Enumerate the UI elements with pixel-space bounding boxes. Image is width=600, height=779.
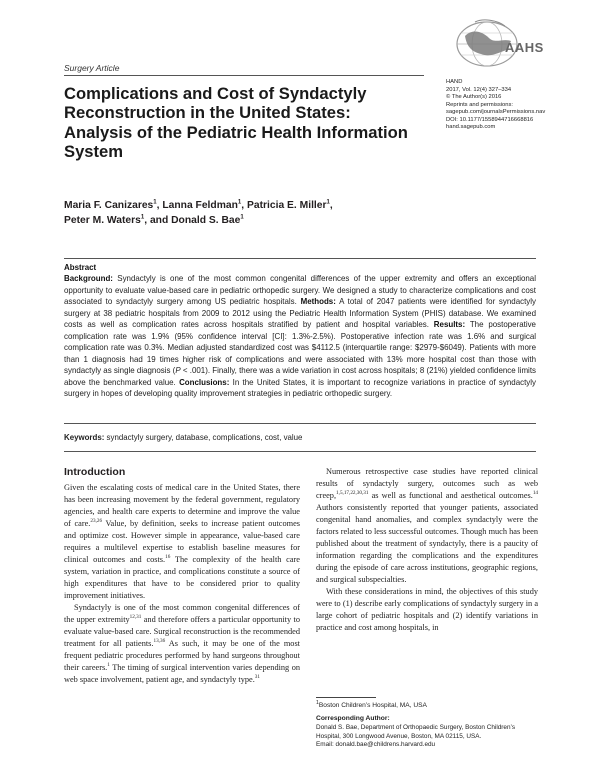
aahs-logo bbox=[445, 14, 565, 76]
citation[interactable]: 16 bbox=[165, 554, 171, 561]
paragraph bbox=[64, 482, 300, 602]
body-column-left bbox=[64, 482, 300, 686]
affiliation-text: Boston Children’s Hospital, MA, USA bbox=[318, 702, 427, 709]
article-title: Complications and Cost of Syndactyly Reconstruction in the United States: Analysis of the Pediatric Health Information System bbox=[64, 84, 408, 162]
text: The complexity of the health care system, variation in practice, and complications constitute a source of high expenditures that have to be considered prior to quality improvement initiatives. bbox=[64, 555, 300, 600]
text: Numerous retrospective case studies have reported clinical results of syndactyly surgery, outcomes such as web creep, bbox=[316, 467, 538, 500]
abstract-heading: Abstract bbox=[64, 263, 97, 272]
corresponding-email[interactable]: Email: donald.bae@childrens.harvard.edu bbox=[316, 741, 436, 749]
corresponding-author bbox=[316, 715, 538, 750]
corresponding-heading: Corresponding Author: bbox=[316, 715, 390, 722]
citation[interactable]: 23,26 bbox=[90, 518, 103, 525]
citation[interactable]: 31 bbox=[254, 674, 260, 681]
author-affiliation-marker: 1 bbox=[140, 214, 145, 221]
keywords bbox=[64, 433, 536, 442]
methods-text: A total of 2047 patients were identified for syndactyly surgery at 38 pediatric hospitals from 2009 to 2012 using the Pediatric Health Information System (PHIS) database. We examined costs as well as complication rates across hospitals stratified by patient and hospital variables. bbox=[64, 297, 536, 330]
author-name: Donald S. Bae bbox=[171, 215, 241, 226]
citation[interactable]: 14 bbox=[532, 490, 538, 497]
text: as well as functional and aesthetical outcomes. bbox=[368, 491, 533, 500]
abstract-bottom-rule bbox=[64, 423, 536, 424]
text: Value, by definition, seeks to increase patient outcomes and optimize cost. However simple in appearance, value-based care requires a multilevel expertise to establish baseline measures for clinical outcomes and costs. bbox=[64, 519, 301, 564]
text: Authors consistently reported that younger patients, associated congenital hand anomalies, and complex syndactyly were the factors related to less successful outcomes. Though much has been published about the treatment of syndactyly, there is a paucity of information regarding the complications and the expenditures during the episode of care across institutions, geographic regions, and surgical subspecialties. bbox=[316, 503, 538, 584]
footnote-rule bbox=[316, 697, 376, 698]
author-affiliation-marker: 1 bbox=[153, 199, 157, 206]
text: As such, it may be one of the most frequent pediatric procedures performed by hand surgeons throughout their careers. bbox=[64, 639, 300, 672]
reprints-label: Reprints and permissions: bbox=[446, 101, 514, 108]
conclusions-text: In the United States, it is important to recognize variations in practice of syndactyly surgery in hopes of developing quality improvement strategies in pediatric orthopedic surgery. bbox=[64, 377, 536, 398]
author-affiliation-marker: 1 bbox=[240, 214, 244, 221]
author-affiliation-marker: 1 bbox=[326, 199, 330, 206]
text: With these considerations in mind, the objectives of this study were to (1) describe early complications of syndactyly surgery in a large cohort of pediatric hospitals and (2) identify variations in practice and cost among hospitals, in bbox=[316, 587, 538, 632]
text: The timing of surgical intervention varies depending on web space involvement, patient age, and syndactyly type. bbox=[64, 663, 300, 684]
text: and therefore offers a particular opportunity to evaluate value-based care. Surgical reconstruction is the recommended treatment for all patients. bbox=[64, 615, 300, 648]
journal-name: HAND bbox=[446, 79, 463, 85]
author-list: Maria F. Canizares$^1$, Lanna Feldman$^1$, Patricia E. Miller$^1$, Peter M. Waters$^1$, and Donald S. Bae$^1$ bbox=[64, 199, 333, 226]
paragraph bbox=[316, 586, 538, 634]
permissions-link[interactable]: sagepub.com/journalsPermissions.nav bbox=[446, 109, 546, 115]
citation[interactable]: 1 bbox=[107, 662, 110, 669]
author-name: Patricia E. Miller bbox=[246, 200, 327, 211]
header-divider bbox=[64, 75, 424, 76]
author-name: Maria F. Canizares bbox=[64, 200, 154, 211]
keywords-text: syndactyly surgery, database, complications, cost, value bbox=[106, 433, 303, 442]
author-affiliation-marker: 1 bbox=[237, 199, 242, 206]
journal-meta bbox=[446, 79, 576, 132]
abstract bbox=[64, 262, 536, 399]
journal-volume: 2017, Vol. 12(4) 327–334 bbox=[446, 86, 512, 93]
keywords-rule bbox=[64, 451, 536, 452]
logo-text: AAHS bbox=[505, 40, 544, 55]
journal-url[interactable]: hand.sagepub.com bbox=[446, 124, 496, 130]
p-value-symbol: P bbox=[175, 366, 181, 376]
author-name: Peter M. Waters bbox=[64, 215, 141, 226]
text: Given the escalating costs of medical care in the United States, there has been increasing movement by the federal government, regulatory agencies, and health care experts to determine and improve the value of care. bbox=[64, 483, 300, 528]
paragraph bbox=[64, 602, 300, 686]
results-text-continued: < .001). Finally, there was a wide variation in cost across hospitals; 8 (21%) yielded confidence limits above the benchmarked value. bbox=[64, 366, 536, 387]
conclusions-label: Conclusions: bbox=[179, 377, 230, 387]
keywords-label: Keywords: bbox=[64, 433, 105, 442]
doi[interactable]: DOI: 10.1177/1558944716668816 bbox=[446, 116, 534, 123]
paragraph bbox=[316, 466, 538, 586]
results-label: Results: bbox=[433, 320, 466, 330]
corresponding-address: Donald S. Bae, Department of Orthopaedic Surgery, Boston Children’s Hospital, 300 Longwood Avenue, Boston, MA 02115, USA. bbox=[316, 723, 516, 740]
citation[interactable]: 13,36 bbox=[153, 638, 166, 645]
footnote-marker: 1 bbox=[316, 699, 319, 706]
results-text: The postoperative complication rate was 1.9% (95% confidence interval [CI]: 1.3%-2.5%). Postoperative infection rate was 1.6% and surgical complication rate was 0.3%. Median adjusted standardized cost was $4112.5 (interquartile range: $2979-$6049). Patients with more than 1 diagnosis had 19 times higher risk of complications and were associated with 13% more hospital cost than those with syndactyly as single diagnosis ( bbox=[64, 320, 536, 376]
text: Syndactyly is one of the most common congenital differences of the upper extremity bbox=[64, 603, 300, 624]
body-column-right bbox=[316, 466, 538, 634]
copyright: © The Author(s) 2016 bbox=[446, 94, 502, 100]
methods-label: Methods: bbox=[300, 297, 336, 307]
section-heading-introduction: Introduction bbox=[64, 466, 126, 478]
affiliation-footnote bbox=[316, 699, 538, 709]
author-name: Lanna Feldman bbox=[162, 200, 238, 211]
background-text: Syndactyly is one of the most common congenital differences of the upper extremity and offers an exceptional opportunity to evaluate value-based care in pediatric orthopedic surgery. We designed a study to characterize complications and cost associated to syndactyly surgery among US pediatric hospitals. bbox=[64, 274, 536, 307]
background-label: Background: bbox=[64, 274, 113, 284]
abstract-top-rule bbox=[64, 258, 536, 259]
citation[interactable]: 1,5,17,22,30,31 bbox=[336, 490, 369, 497]
citation[interactable]: 12,31 bbox=[129, 614, 142, 621]
article-type: Surgery Article bbox=[64, 63, 120, 73]
